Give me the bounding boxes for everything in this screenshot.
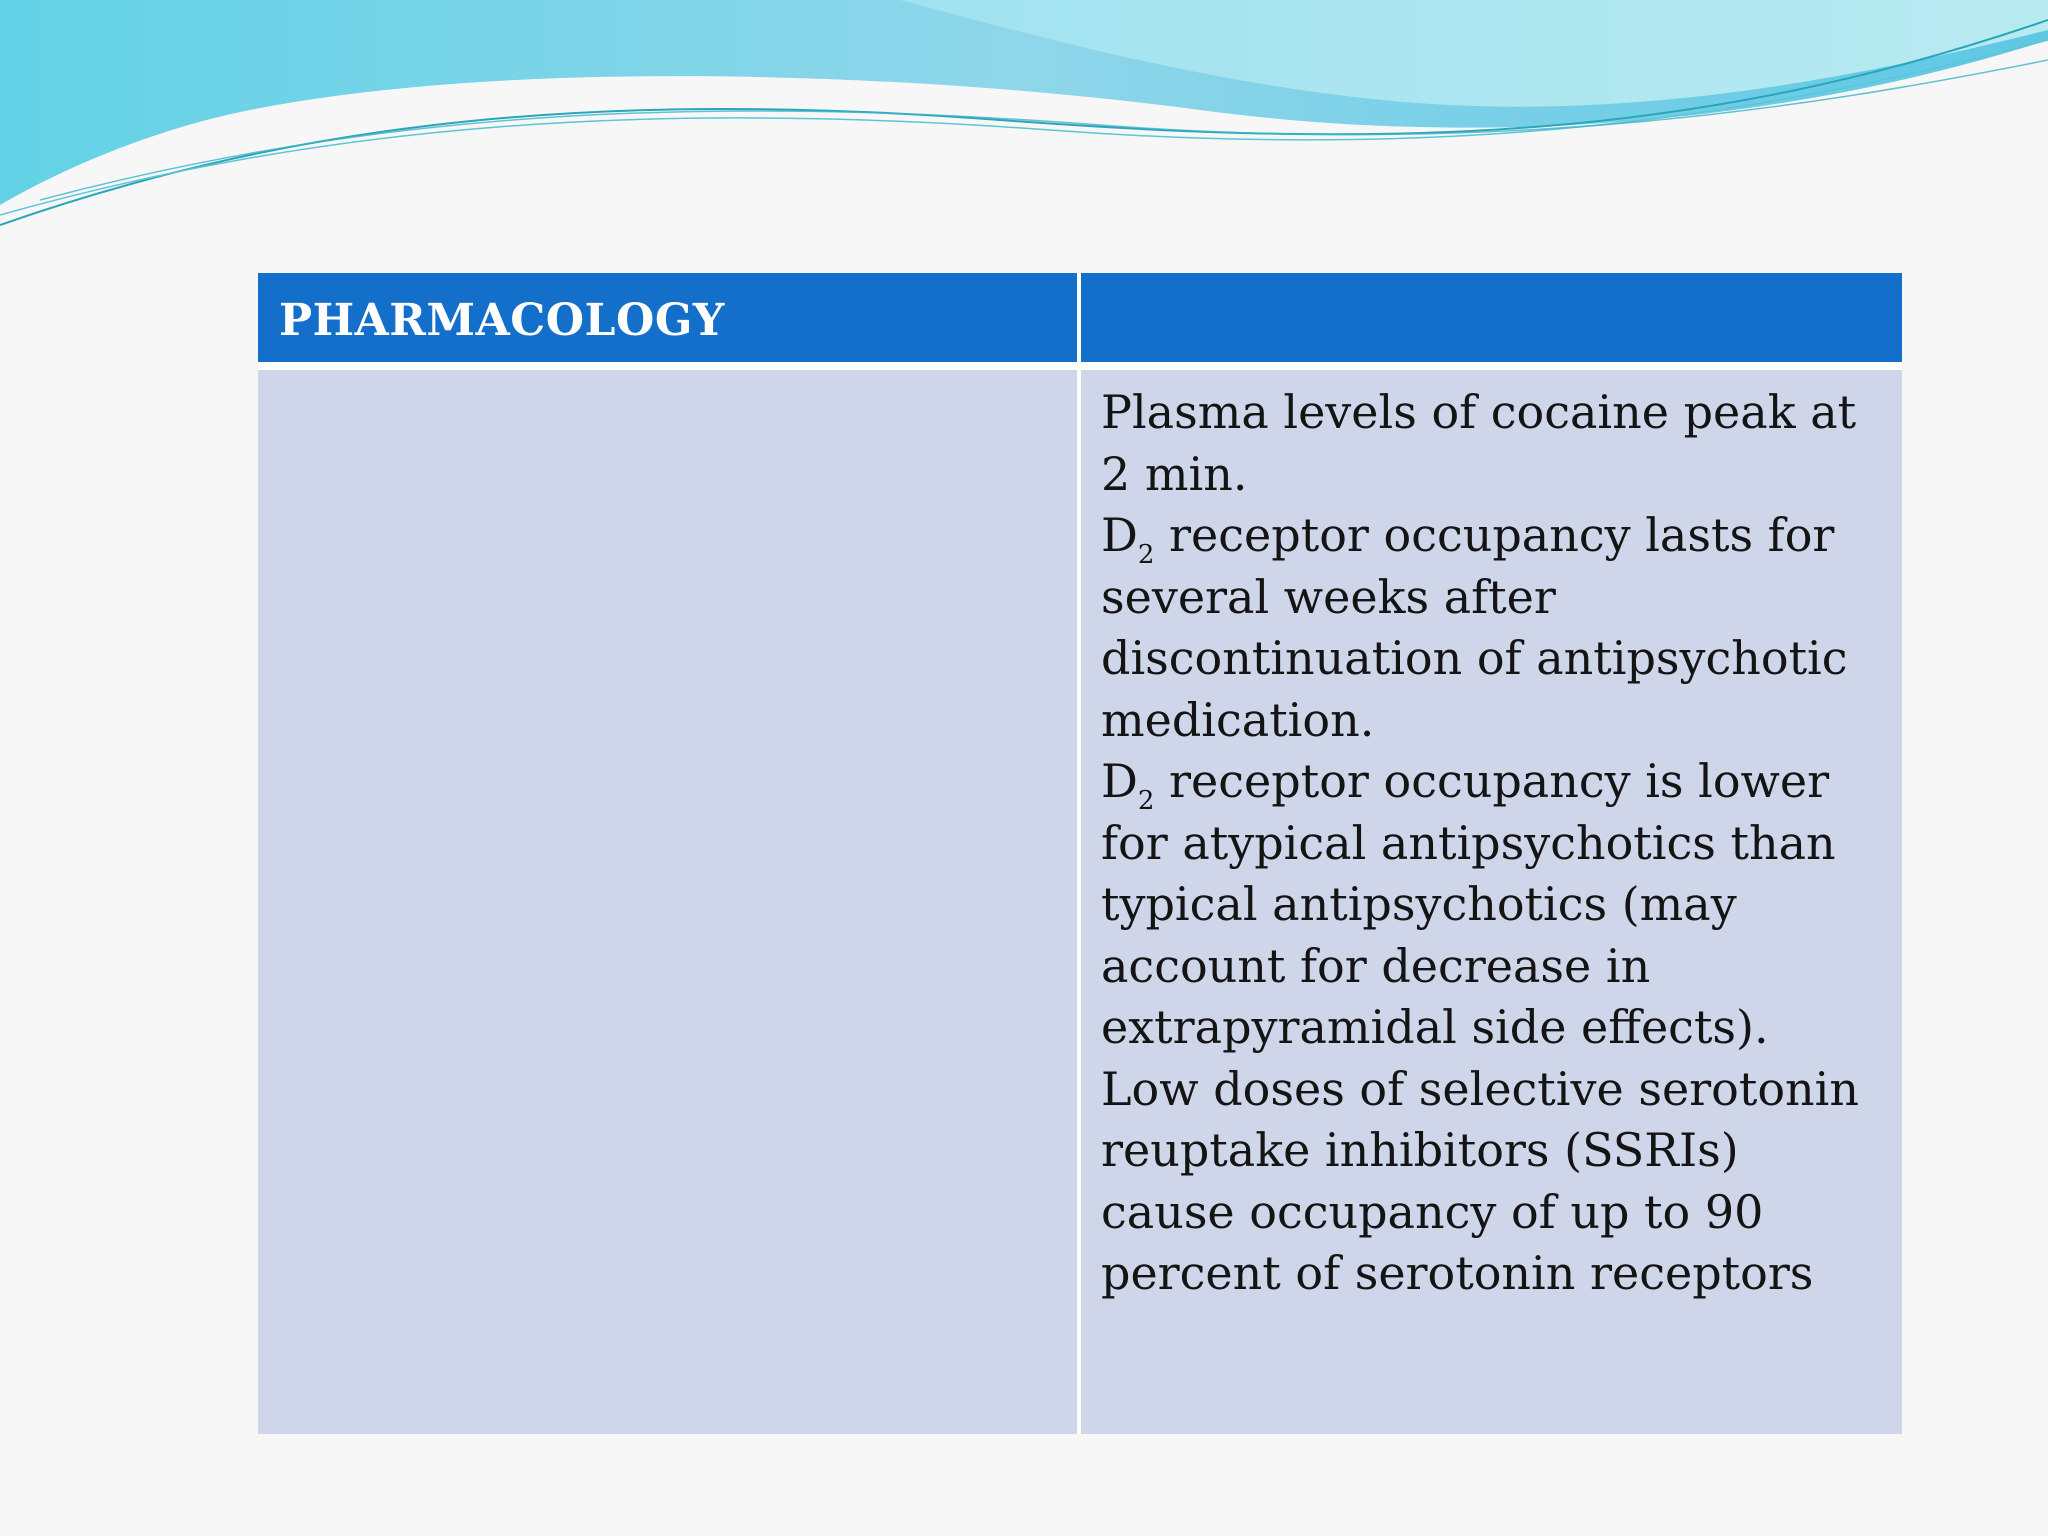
body-cell-right xyxy=(1081,370,1902,1434)
note-cocaine-plasma: Plasma levels of cocaine peak at 2 min. xyxy=(1101,385,1857,501)
note-ssri-occupancy: Low doses of selective serotonin reuptake inhibitors (SSRIs) cause occupancy of up to 90 percent of serotonin receptors xyxy=(1101,1061,1859,1300)
table-body-row xyxy=(258,370,1902,1434)
d2-subscript: 2 xyxy=(1137,540,1155,570)
d2-atypical-text: receptor occupancy is lower for atypical antipsychotics than typical antipsychotics (may account for decrease in extrapyramidal side effects). xyxy=(1101,754,1836,1054)
table-title: PHARMACOLOGY xyxy=(279,295,725,346)
header-right-text xyxy=(1081,273,1902,295)
pharmacology-notes xyxy=(1081,370,1902,1305)
d2-prefix: D xyxy=(1101,754,1138,808)
pharmacology-table xyxy=(258,273,1902,1434)
d2-prefix: D xyxy=(1101,508,1138,562)
separator-cell-right xyxy=(1081,362,1902,370)
header-cell-left xyxy=(258,273,1081,362)
note-d2-occupancy-duration xyxy=(1101,505,1882,751)
table-header-row xyxy=(258,273,1902,362)
d2-subscript: 2 xyxy=(1137,786,1155,816)
body-cell-left xyxy=(258,370,1081,1434)
table-row-separator xyxy=(258,362,1902,370)
decorative-wave-banner xyxy=(0,0,2048,240)
d2-duration-text: receptor occupancy lasts for several weeks after discontinuation of antipsychotic medication. xyxy=(1101,508,1848,747)
header-cell-right xyxy=(1081,273,1902,362)
separator-cell-left xyxy=(258,362,1081,370)
note-d2-occupancy-atypical xyxy=(1101,751,1882,1059)
